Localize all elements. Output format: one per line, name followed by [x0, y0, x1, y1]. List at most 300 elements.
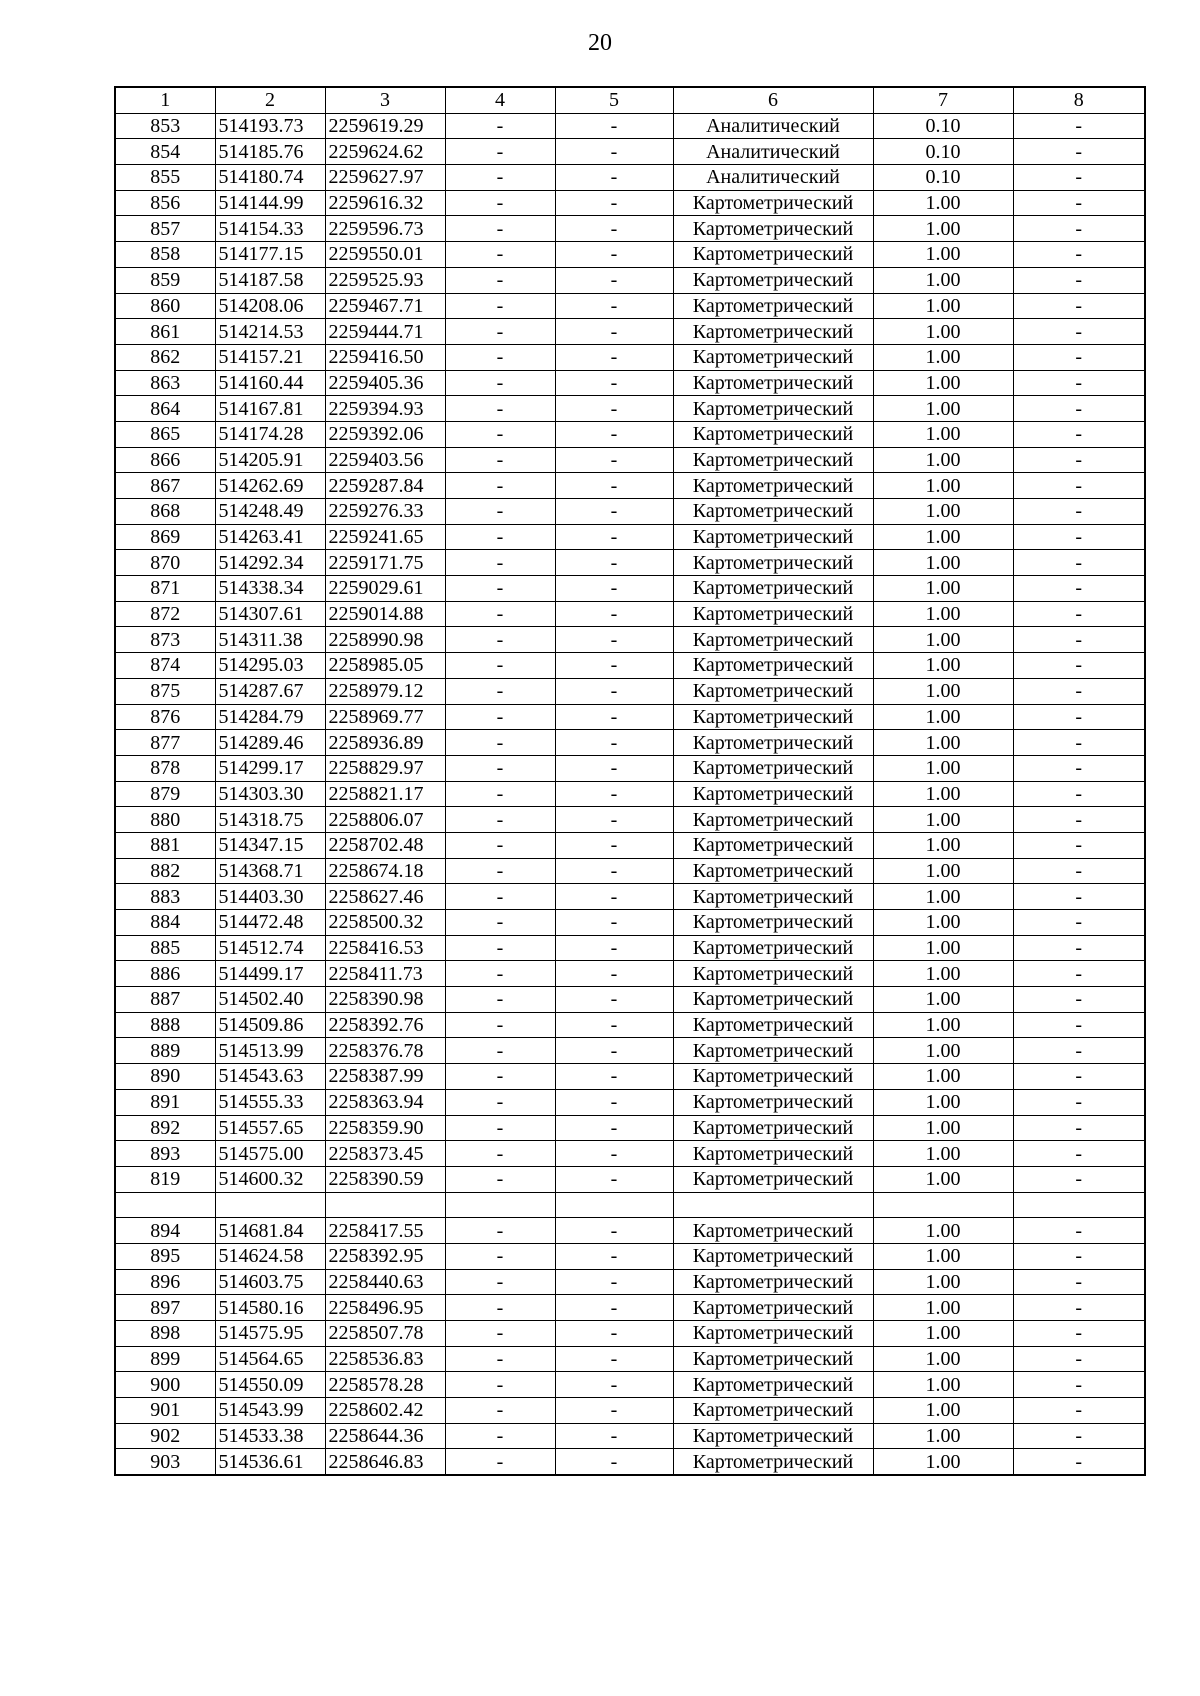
accuracy-cell: 1.00 [873, 1089, 1013, 1115]
method-cell: Картометрический [673, 730, 873, 756]
y-coordinate-cell: 2258417.55 [325, 1218, 445, 1244]
y-coordinate-cell: 2258392.95 [325, 1243, 445, 1269]
column-8-value-cell: - [1013, 653, 1145, 679]
column-8-value-cell: - [1013, 1141, 1145, 1167]
table-row [115, 910, 1145, 936]
x-coordinate-cell: 514580.16 [215, 1295, 325, 1321]
accuracy-cell: 1.00 [873, 447, 1013, 473]
point-number-cell: 853 [115, 113, 215, 139]
table-row [115, 832, 1145, 858]
x-coordinate-cell: 514214.53 [215, 319, 325, 345]
column-5-value-cell: - [555, 1372, 673, 1398]
column-5-value-cell: - [555, 216, 673, 242]
x-coordinate-cell: 514289.46 [215, 730, 325, 756]
method-cell: Картометрический [673, 293, 873, 319]
point-number-cell: 898 [115, 1321, 215, 1347]
column-4-value-cell: - [445, 550, 555, 576]
accuracy-cell: 1.00 [873, 293, 1013, 319]
method-cell: Картометрический [673, 421, 873, 447]
column-8-value-cell: - [1013, 1372, 1145, 1398]
column-5-value-cell: - [555, 447, 673, 473]
x-coordinate-cell: 514292.34 [215, 550, 325, 576]
accuracy-cell: 1.00 [873, 1321, 1013, 1347]
column-header: 2 [215, 87, 325, 113]
method-cell: Картометрический [673, 807, 873, 833]
column-4-value-cell: - [445, 1269, 555, 1295]
x-coordinate-cell: 514543.63 [215, 1064, 325, 1090]
table-row [115, 1372, 1145, 1398]
column-8-value-cell: - [1013, 1321, 1145, 1347]
y-coordinate-cell: 2259624.62 [325, 139, 445, 165]
column-5-value-cell: - [555, 1295, 673, 1321]
y-coordinate-cell: 2258985.05 [325, 653, 445, 679]
column-5-value-cell: - [555, 755, 673, 781]
table-row [115, 113, 1145, 139]
y-coordinate-cell: 2258440.63 [325, 1269, 445, 1295]
y-coordinate-cell: 2258392.76 [325, 1012, 445, 1038]
x-coordinate-cell: 514368.71 [215, 858, 325, 884]
table-row [115, 884, 1145, 910]
method-cell: Картометрический [673, 755, 873, 781]
point-number-cell: 859 [115, 267, 215, 293]
x-coordinate-cell: 514295.03 [215, 653, 325, 679]
table-row [115, 421, 1145, 447]
accuracy-cell: 1.00 [873, 987, 1013, 1013]
coordinates-table [114, 86, 1146, 1476]
column-5-value-cell: - [555, 987, 673, 1013]
table-row [115, 370, 1145, 396]
method-cell: Картометрический [673, 678, 873, 704]
method-cell: Картометрический [673, 910, 873, 936]
column-5-value-cell: - [555, 524, 673, 550]
table-row [115, 1038, 1145, 1064]
method-cell: Картометрический [673, 832, 873, 858]
point-number-cell: 880 [115, 807, 215, 833]
x-coordinate-cell: 514208.06 [215, 293, 325, 319]
accuracy-cell: 1.00 [873, 267, 1013, 293]
accuracy-cell: 1.00 [873, 781, 1013, 807]
y-coordinate-cell: 2258806.07 [325, 807, 445, 833]
column-5-value-cell: - [555, 1346, 673, 1372]
x-coordinate-cell: 514284.79 [215, 704, 325, 730]
column-8-value-cell: - [1013, 1398, 1145, 1424]
accuracy-cell: 1.00 [873, 1012, 1013, 1038]
accuracy-cell: 1.00 [873, 344, 1013, 370]
column-5-value-cell: - [555, 293, 673, 319]
method-cell: Картометрический [673, 987, 873, 1013]
column-4-value-cell: - [445, 113, 555, 139]
accuracy-cell: 1.00 [873, 1269, 1013, 1295]
point-number-cell: 888 [115, 1012, 215, 1038]
method-cell: Картометрический [673, 576, 873, 602]
point-number-cell: 874 [115, 653, 215, 679]
column-4-value-cell: - [445, 396, 555, 422]
point-number-cell: 887 [115, 987, 215, 1013]
method-cell: Картометрический [673, 601, 873, 627]
y-coordinate-cell: 2258646.83 [325, 1449, 445, 1475]
accuracy-cell: 1.00 [873, 396, 1013, 422]
column-4-value-cell: - [445, 370, 555, 396]
column-5-value-cell: - [555, 1064, 673, 1090]
column-8-value-cell: - [1013, 421, 1145, 447]
column-5-value-cell: - [555, 344, 673, 370]
table-row [115, 1192, 1145, 1218]
y-coordinate-cell: 2259403.56 [325, 447, 445, 473]
point-number-cell: 893 [115, 1141, 215, 1167]
table-row [115, 704, 1145, 730]
y-coordinate-cell: 2258376.78 [325, 1038, 445, 1064]
column-5-value-cell: - [555, 1012, 673, 1038]
column-8-value-cell: - [1013, 961, 1145, 987]
x-coordinate-cell: 514512.74 [215, 935, 325, 961]
point-number-cell: 864 [115, 396, 215, 422]
point-number-cell: 897 [115, 1295, 215, 1321]
table-row [115, 1295, 1145, 1321]
column-5-value-cell: - [555, 704, 673, 730]
column-4-value-cell: - [445, 242, 555, 268]
y-coordinate-cell: 2259287.84 [325, 473, 445, 499]
accuracy-cell: 1.00 [873, 473, 1013, 499]
point-number-cell: 860 [115, 293, 215, 319]
column-8-value-cell: - [1013, 1038, 1145, 1064]
x-coordinate-cell: 514502.40 [215, 987, 325, 1013]
table-row [115, 267, 1145, 293]
point-number-cell: 886 [115, 961, 215, 987]
column-4-value-cell: - [445, 1218, 555, 1244]
accuracy-cell: 1.00 [873, 678, 1013, 704]
y-coordinate-cell: 2258702.48 [325, 832, 445, 858]
x-coordinate-cell: 514575.95 [215, 1321, 325, 1347]
column-5-value-cell: - [555, 1038, 673, 1064]
table-row [115, 1243, 1145, 1269]
table-row [115, 1321, 1145, 1347]
y-coordinate-cell: 2258390.59 [325, 1166, 445, 1192]
y-coordinate-cell: 2258602.42 [325, 1398, 445, 1424]
point-number-cell: 881 [115, 832, 215, 858]
accuracy-cell: 1.00 [873, 216, 1013, 242]
method-cell: Картометрический [673, 1166, 873, 1192]
column-8-value-cell: - [1013, 550, 1145, 576]
y-coordinate-cell: 2258359.90 [325, 1115, 445, 1141]
column-5-value-cell: - [555, 165, 673, 191]
accuracy-cell: 1.00 [873, 1218, 1013, 1244]
column-5-value-cell: - [555, 499, 673, 525]
x-coordinate-cell: 514338.34 [215, 576, 325, 602]
accuracy-cell: 1.00 [873, 807, 1013, 833]
accuracy-cell: 0.10 [873, 165, 1013, 191]
method-cell: Картометрический [673, 1372, 873, 1398]
accuracy-cell: 1.00 [873, 421, 1013, 447]
table-row [115, 627, 1145, 653]
column-8-value-cell: - [1013, 447, 1145, 473]
column-4-value-cell: - [445, 755, 555, 781]
point-number-cell: 855 [115, 165, 215, 191]
column-4-value-cell: - [445, 319, 555, 345]
x-coordinate-cell: 514144.99 [215, 190, 325, 216]
x-coordinate-cell: 514307.61 [215, 601, 325, 627]
accuracy-cell: 1.00 [873, 1166, 1013, 1192]
column-8-value-cell: - [1013, 730, 1145, 756]
column-5-value-cell: - [555, 601, 673, 627]
column-8-value-cell: - [1013, 1269, 1145, 1295]
accuracy-cell: 0.10 [873, 113, 1013, 139]
method-cell: Картометрический [673, 1064, 873, 1090]
column-4-value-cell: - [445, 627, 555, 653]
table-row [115, 576, 1145, 602]
point-number-cell: 858 [115, 242, 215, 268]
y-coordinate-cell: 2258674.18 [325, 858, 445, 884]
column-4-value-cell: - [445, 678, 555, 704]
column-8-value-cell: - [1013, 832, 1145, 858]
column-header: 3 [325, 87, 445, 113]
y-coordinate-cell: 2258411.73 [325, 961, 445, 987]
table-row [115, 242, 1145, 268]
point-number-cell: 889 [115, 1038, 215, 1064]
table-row [115, 1346, 1145, 1372]
x-coordinate-cell: 514575.00 [215, 1141, 325, 1167]
table-row [115, 987, 1145, 1013]
accuracy-cell: 1.00 [873, 935, 1013, 961]
column-8-value-cell: - [1013, 755, 1145, 781]
column-4-value-cell: - [445, 781, 555, 807]
x-coordinate-cell: 514303.30 [215, 781, 325, 807]
y-coordinate-cell: 2258496.95 [325, 1295, 445, 1321]
column-4-value-cell: - [445, 1321, 555, 1347]
column-8-value-cell: - [1013, 1089, 1145, 1115]
column-4-value-cell: - [445, 1064, 555, 1090]
accuracy-cell: 1.00 [873, 1038, 1013, 1064]
x-coordinate-cell: 514167.81 [215, 396, 325, 422]
column-4-value-cell: - [445, 961, 555, 987]
column-4-value-cell: - [445, 1012, 555, 1038]
column-4-value-cell: - [445, 832, 555, 858]
column-8-value-cell: - [1013, 1064, 1145, 1090]
point-number-cell: 854 [115, 139, 215, 165]
x-coordinate-cell: 514603.75 [215, 1269, 325, 1295]
x-coordinate-cell: 514187.58 [215, 267, 325, 293]
column-5-value-cell: - [555, 1449, 673, 1475]
table-row [115, 1064, 1145, 1090]
y-coordinate-cell: 2258936.89 [325, 730, 445, 756]
x-coordinate-cell: 514262.69 [215, 473, 325, 499]
point-number-cell: 899 [115, 1346, 215, 1372]
accuracy-cell: 1.00 [873, 755, 1013, 781]
point-number-cell: 895 [115, 1243, 215, 1269]
point-number-cell: 900 [115, 1372, 215, 1398]
column-5-value-cell: - [555, 653, 673, 679]
x-coordinate-cell: 514299.17 [215, 755, 325, 781]
column-4-value-cell: - [445, 344, 555, 370]
column-5-value-cell: - [555, 1321, 673, 1347]
column-5-value-cell: - [555, 910, 673, 936]
method-cell: Аналитический [673, 139, 873, 165]
point-number-cell: 856 [115, 190, 215, 216]
y-coordinate-cell: 2259525.93 [325, 267, 445, 293]
column-4-value-cell: - [445, 858, 555, 884]
point-number-cell: 882 [115, 858, 215, 884]
x-coordinate-cell: 514177.15 [215, 242, 325, 268]
point-number-cell: 884 [115, 910, 215, 936]
table-header-row [115, 87, 1145, 113]
point-number-cell: 868 [115, 499, 215, 525]
x-coordinate-cell: 514287.67 [215, 678, 325, 704]
column-4-value-cell: - [445, 1038, 555, 1064]
column-4-value-cell: - [445, 524, 555, 550]
column-4-value-cell: - [445, 807, 555, 833]
accuracy-cell: 1.00 [873, 1064, 1013, 1090]
column-8-value-cell: - [1013, 601, 1145, 627]
point-number-cell: 861 [115, 319, 215, 345]
y-coordinate-cell: 2259596.73 [325, 216, 445, 242]
column-8-value-cell [1013, 1192, 1145, 1218]
y-coordinate-cell: 2259029.61 [325, 576, 445, 602]
table-row [115, 139, 1145, 165]
method-cell: Картометрический [673, 550, 873, 576]
x-coordinate-cell: 514550.09 [215, 1372, 325, 1398]
column-4-value-cell: - [445, 1166, 555, 1192]
table-row [115, 601, 1145, 627]
method-cell: Картометрический [673, 1449, 873, 1475]
accuracy-cell: 1.00 [873, 1115, 1013, 1141]
column-4-value-cell: - [445, 987, 555, 1013]
column-5-value-cell: - [555, 730, 673, 756]
column-5-value-cell: - [555, 370, 673, 396]
method-cell: Картометрический [673, 653, 873, 679]
column-8-value-cell: - [1013, 319, 1145, 345]
method-cell: Картометрический [673, 1089, 873, 1115]
method-cell: Картометрический [673, 1038, 873, 1064]
y-coordinate-cell: 2259550.01 [325, 242, 445, 268]
column-5-value-cell: - [555, 1243, 673, 1269]
column-4-value-cell: - [445, 447, 555, 473]
y-coordinate-cell: 2258829.97 [325, 755, 445, 781]
x-coordinate-cell: 514557.65 [215, 1115, 325, 1141]
point-number-cell: 901 [115, 1398, 215, 1424]
y-coordinate-cell: 2259171.75 [325, 550, 445, 576]
point-number-cell: 878 [115, 755, 215, 781]
column-4-value-cell: - [445, 267, 555, 293]
column-header: 6 [673, 87, 873, 113]
column-8-value-cell: - [1013, 781, 1145, 807]
x-coordinate-cell: 514499.17 [215, 961, 325, 987]
point-number-cell: 892 [115, 1115, 215, 1141]
column-5-value-cell: - [555, 421, 673, 447]
method-cell: Картометрический [673, 216, 873, 242]
table-row [115, 755, 1145, 781]
accuracy-cell: 1.00 [873, 910, 1013, 936]
column-4-value-cell: - [445, 1141, 555, 1167]
column-8-value-cell: - [1013, 165, 1145, 191]
column-header: 8 [1013, 87, 1145, 113]
column-4-value-cell: - [445, 499, 555, 525]
point-number-cell: 865 [115, 421, 215, 447]
column-5-value-cell: - [555, 678, 673, 704]
accuracy-cell: 1.00 [873, 601, 1013, 627]
x-coordinate-cell: 514403.30 [215, 884, 325, 910]
method-cell: Аналитический [673, 165, 873, 191]
column-5-value-cell: - [555, 961, 673, 987]
accuracy-cell: 1.00 [873, 319, 1013, 345]
column-5-value-cell: - [555, 113, 673, 139]
table-row [115, 1449, 1145, 1475]
x-coordinate-cell: 514543.99 [215, 1398, 325, 1424]
x-coordinate-cell: 514564.65 [215, 1346, 325, 1372]
column-4-value-cell: - [445, 165, 555, 191]
column-8-value-cell: - [1013, 1218, 1145, 1244]
column-8-value-cell: - [1013, 627, 1145, 653]
column-5-value-cell: - [555, 858, 673, 884]
point-number-cell: 862 [115, 344, 215, 370]
method-cell: Картометрический [673, 396, 873, 422]
point-number-cell: 857 [115, 216, 215, 242]
table-row [115, 344, 1145, 370]
table-row [115, 858, 1145, 884]
column-5-value-cell: - [555, 884, 673, 910]
column-4-value-cell: - [445, 935, 555, 961]
y-coordinate-cell: 2259619.29 [325, 113, 445, 139]
y-coordinate-cell: 2259014.88 [325, 601, 445, 627]
y-coordinate-cell: 2259627.97 [325, 165, 445, 191]
column-4-value-cell: - [445, 884, 555, 910]
y-coordinate-cell: 2258373.45 [325, 1141, 445, 1167]
accuracy-cell: 1.00 [873, 1423, 1013, 1449]
point-number-cell: 896 [115, 1269, 215, 1295]
method-cell: Картометрический [673, 1115, 873, 1141]
point-number-cell: 873 [115, 627, 215, 653]
accuracy-cell: 1.00 [873, 576, 1013, 602]
accuracy-cell: 1.00 [873, 704, 1013, 730]
column-5-value-cell: - [555, 1089, 673, 1115]
y-coordinate-cell: 2259394.93 [325, 396, 445, 422]
method-cell: Картометрический [673, 499, 873, 525]
x-coordinate-cell: 514185.76 [215, 139, 325, 165]
column-4-value-cell: - [445, 1372, 555, 1398]
method-cell: Картометрический [673, 267, 873, 293]
column-4-value-cell: - [445, 1423, 555, 1449]
table-row [115, 550, 1145, 576]
column-8-value-cell: - [1013, 370, 1145, 396]
column-8-value-cell: - [1013, 1423, 1145, 1449]
y-coordinate-cell: 2258644.36 [325, 1423, 445, 1449]
method-cell: Картометрический [673, 935, 873, 961]
column-5-value-cell: - [555, 1398, 673, 1424]
column-5-value-cell: - [555, 1166, 673, 1192]
accuracy-cell: 1.00 [873, 242, 1013, 268]
method-cell: Картометрический [673, 1012, 873, 1038]
column-8-value-cell: - [1013, 858, 1145, 884]
column-5-value-cell: - [555, 267, 673, 293]
column-5-value-cell: - [555, 832, 673, 858]
table-body [115, 87, 1145, 1475]
column-4-value-cell: - [445, 576, 555, 602]
table-row [115, 653, 1145, 679]
method-cell: Картометрический [673, 242, 873, 268]
column-8-value-cell: - [1013, 1346, 1145, 1372]
point-number-cell: 877 [115, 730, 215, 756]
accuracy-cell: 1.00 [873, 627, 1013, 653]
y-coordinate-cell: 2259276.33 [325, 499, 445, 525]
point-number-cell: 875 [115, 678, 215, 704]
method-cell: Картометрический [673, 447, 873, 473]
method-cell: Картометрический [673, 524, 873, 550]
point-number-cell: 872 [115, 601, 215, 627]
accuracy-cell: 1.00 [873, 961, 1013, 987]
column-8-value-cell: - [1013, 884, 1145, 910]
table-row [115, 935, 1145, 961]
column-4-value-cell: - [445, 1295, 555, 1321]
method-cell: Картометрический [673, 627, 873, 653]
x-coordinate-cell: 514174.28 [215, 421, 325, 447]
